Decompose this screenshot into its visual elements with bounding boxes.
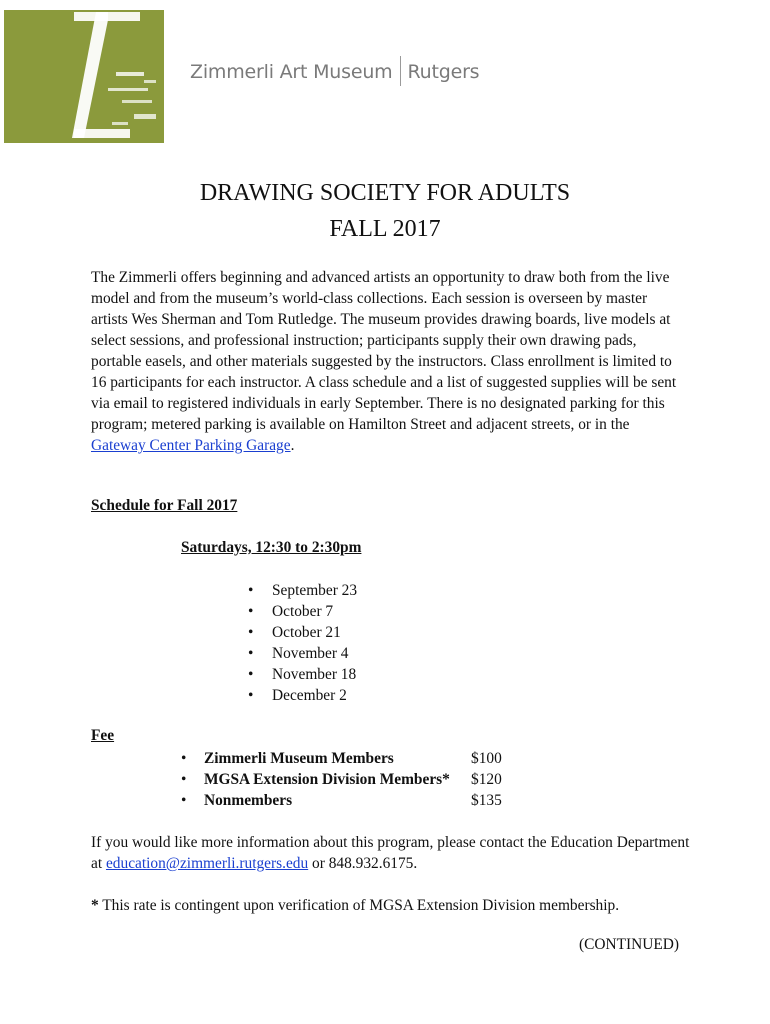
schedule-heading: Schedule for Fall 2017 <box>91 497 238 514</box>
bullet-icon: • <box>248 666 254 683</box>
continued-label: (CONTINUED) <box>578 936 679 953</box>
wordmark-divider <box>400 56 401 86</box>
page-subtitle: FALL 2017 <box>329 216 441 242</box>
fee-price: $135 <box>471 792 502 809</box>
session-date: November 4 <box>272 645 349 662</box>
list-item <box>248 685 357 706</box>
bullet-icon: • <box>181 771 187 788</box>
museum-logo <box>4 10 164 143</box>
logo-letter <box>4 10 5 11</box>
list-item <box>248 601 357 622</box>
bullet-icon: • <box>248 687 254 704</box>
fee-row <box>181 790 521 811</box>
contact-paragraph <box>91 832 691 874</box>
fee-price: $100 <box>471 750 502 767</box>
page-title: DRAWING SOCIETY FOR ADULTS <box>199 180 571 206</box>
fee-list <box>181 748 521 811</box>
session-date: December 2 <box>272 687 347 704</box>
fee-row <box>181 748 521 769</box>
bullet-icon: • <box>181 792 187 809</box>
bullet-icon: • <box>181 750 187 767</box>
fee-name: Nonmembers <box>204 792 293 809</box>
museum-wordmark <box>190 56 479 86</box>
bullet-icon: • <box>248 582 254 599</box>
list-item <box>248 643 357 664</box>
fee-price: $120 <box>471 771 502 788</box>
intro-text: The Zimmerli offers beginning and advanced artists an opportunity to draw both from the live model and from the museum’s world-class collections. Each session is overseen by master artists Wes Sherman and Tom Rutledge. The museum provides drawing boards, live models at select sessions, and professional instruction; participants supply their own drawing pads, portable easels, and other materials suggested by the instructors. Class enrollment is limited to 16 participants for each instructor. A class schedule and a list of suggested supplies will be sent via email to registered individuals in early September. There is no designated parking for this program; metered parking is available on Hamilton Street and adjacent streets, or in the <box>91 269 677 433</box>
list-item <box>248 664 357 685</box>
contact-phone-text: or 848.932.6175. <box>308 855 418 872</box>
fee-name: MGSA Extension Division Members* <box>204 771 450 788</box>
zimmerli-logo-icon <box>4 10 164 143</box>
list-item <box>248 622 357 643</box>
membership-note <box>91 895 691 916</box>
intro-paragraph <box>91 267 681 456</box>
fee-heading: Fee <box>91 727 115 744</box>
bullet-icon: • <box>248 645 254 662</box>
contact-text: If you would like more information about this program, please contact the Education Department at <box>91 834 690 872</box>
parking-garage-link[interactable]: Gateway Center Parking Garage <box>91 437 291 454</box>
fee-row <box>181 769 521 790</box>
schedule-subheading: Saturdays, 12:30 to 2:30pm <box>181 539 362 556</box>
note-asterisk: * <box>91 897 99 914</box>
session-date: October 7 <box>272 603 334 620</box>
wordmark-main: Zimmerli Art Museum <box>190 61 393 83</box>
wordmark-sub: Rutgers <box>407 61 480 83</box>
date-list <box>248 580 357 706</box>
email-link[interactable]: education@zimmerli.rutgers.edu <box>105 855 309 872</box>
fee-name: Zimmerli Museum Members <box>204 750 394 767</box>
session-date: November 18 <box>272 666 357 683</box>
intro-end: . <box>290 437 295 454</box>
session-date: October 21 <box>272 624 341 641</box>
session-date: September 23 <box>272 582 358 599</box>
list-item <box>248 580 357 601</box>
note-text: This rate is contingent upon verification of MGSA Extension Division membership. <box>98 897 620 914</box>
bullet-icon: • <box>248 624 254 641</box>
bullet-icon: • <box>248 603 254 620</box>
